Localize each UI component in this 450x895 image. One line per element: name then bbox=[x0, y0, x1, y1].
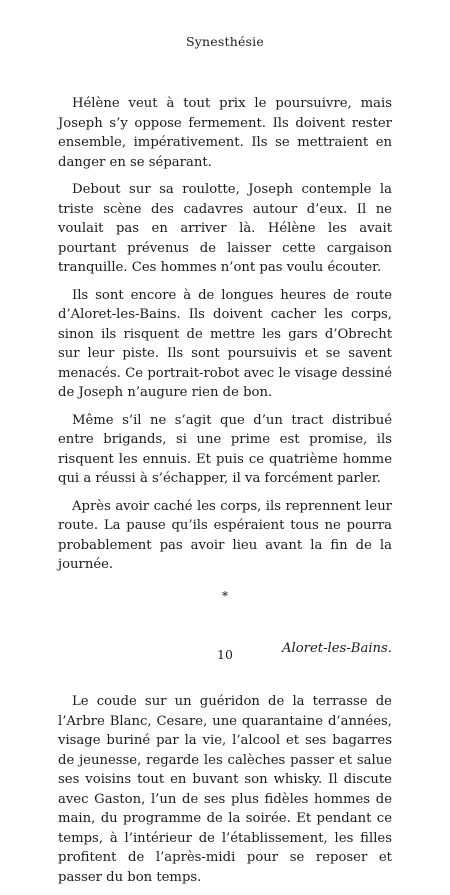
running-header: Synesthésie bbox=[186, 34, 264, 49]
section-separator: * bbox=[222, 588, 228, 603]
paragraph: Après avoir caché les corps, ils reprennent leur route. La pause qu’ils espéraient tous ne pourra probablement pas avoir lieu avant la fin de la journée. bbox=[58, 498, 392, 572]
paragraph: Même s’il ne s’agit que d’un tract distribué entre brigands, si une prime est promise, ils risquent les ennuis. Et puis ce quatrième homme qui a réussi à s’échapper, il va forcément parler. bbox=[58, 412, 392, 486]
paragraph: Hélène veut à tout prix le poursuivre, mais Joseph s’y oppose fermement. Ils doivent rester ensemble, impérativement. Ils se mettraient en danger en se séparant. bbox=[58, 96, 392, 170]
paragraph: Debout sur sa roulotte, Joseph contemple la triste scène des cadavres autour d’eux. Il ne voulait pas en arriver là. Hélène les avait pourtant prévenus de laisser cette cargaison tranquille. Ces hommes n’ont pas voulu écouter. bbox=[58, 182, 392, 275]
body-text bbox=[58, 94, 392, 895]
page-number: 10 bbox=[217, 647, 233, 662]
location-heading: Aloret-les-Bains. bbox=[281, 640, 392, 656]
paragraph: Le coude sur un guéridon de la terrasse de l’Arbre Blanc, Cesare, une quarantaine d’années, visage buriné par la vie, l’alcool et ses bagarres de jeunesse, regarde les calèches passer et salue ses voisins tout en buvant son whisky. Il discute avec Gaston, l’un de ses plus fidèles hommes de main, du programme de la soirée. Et pendant ce temps, à l’intérieur de l’établissement, les filles profitent de l’après-midi pour se reposer et passer du bon temps. bbox=[58, 694, 392, 885]
paragraph: Ils sont encore à de longues heures de route d’Aloret-les-Bains. Ils doivent cacher les corps, sinon ils risquent de mettre les gars d’Obrecht sur leur piste. Ils sont poursuivis et se savent menacés. Ce portrait-robot avec le visage dessiné de Joseph n’augure rien de bon. bbox=[58, 287, 392, 400]
